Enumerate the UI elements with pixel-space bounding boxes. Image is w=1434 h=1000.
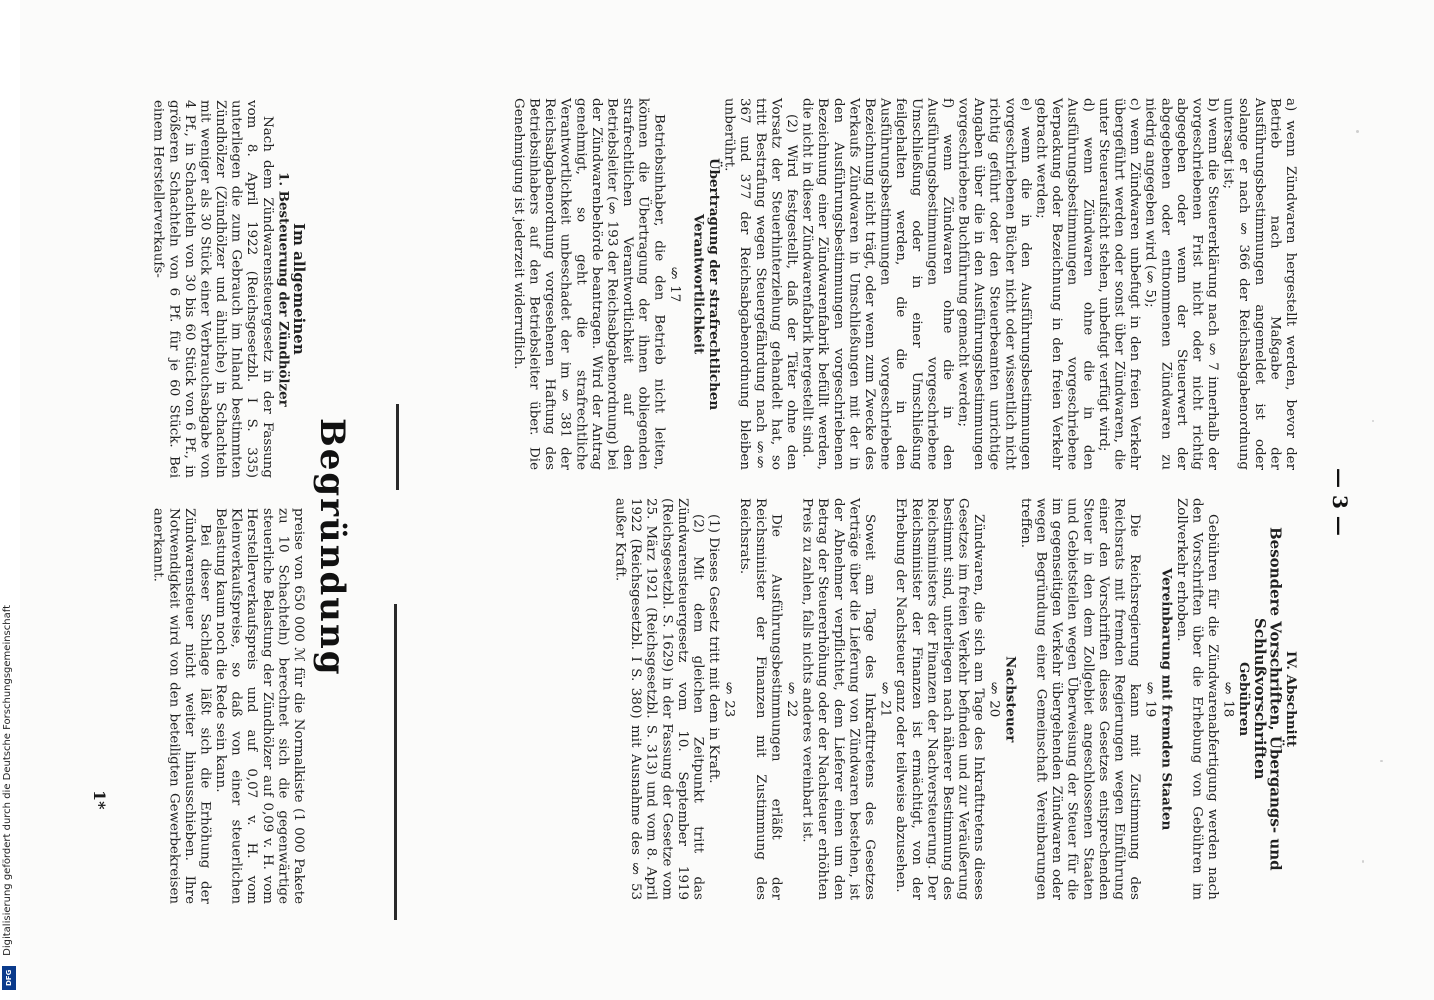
item-f: f) wenn Zündwaren ohne die in den Ausführungsbestimmungen vorgeschriebene Umschließung oder in einer Umschließung feilgehalten werden, die die in den Ausführungsbestimmungen vorgeschriebene Bezeichnung nicht trägt, oder wenn zum Zwecke des Verkaufs Zündwaren in Umschließungen mit der in den Ausführungsbestimmungen vorgeschriebenen Bezeichnung einer Zündwarenfabrik befüllt werden, die nicht in dieser Zündwarenfabrik hergestellt sind. [799, 98, 955, 470]
text-section-23-1: (1) Dieses Gesetz tritt mit dem in Kraft. [706, 514, 722, 784]
scan-speck [1356, 130, 1359, 133]
heading-back-tax: Nachsteuer [1002, 655, 1019, 743]
section-23: § 23 [721, 680, 737, 718]
heading-foreign-states: Vereinbarung mit fremden Staaten [1158, 567, 1175, 831]
section-17: § 17 [666, 265, 682, 303]
section-22: § 22 [784, 680, 799, 718]
heading-general: Im allgemeinen [290, 223, 308, 355]
heading-fees: Gebühren [1236, 661, 1253, 737]
text-continuation: preise von 650 000 ℳ für die Normalkiste (1 000 Pakete zu 10 Schachteln) berechnet sich die gegenwärtige steuerliche Belastung der Zündhölzer auf 0,09 v. H. vom Herstellerverkaufspreis und auf 0,07 v. H. vom Kleinverkaufspreise, so daß von einer steuerlichen Belastung kaum noch die Rede sein kann. [213, 508, 306, 904]
heading-transfer-liability: Übertragung der strafrechtlichen Verantwortlichkeit [690, 157, 723, 411]
item-e: e) wenn die in den Ausführungsbestimmungen vorgeschriebenen Bücher nicht oder wissentlich nicht richtig geführt oder den Steuerbeamten unrichtige Angaben über die in den Ausführungsbestimmungen vorgeschriebene Buchführung gemacht werden; [955, 98, 1033, 470]
footer-signature-mark: 1* [90, 790, 109, 810]
separator-rule [394, 604, 397, 920]
text-section-22: Die Ausführungsbestimmungen erläßt der Reichsminister der Finanzen mit Zustimmung des Reichsrats. [737, 498, 784, 900]
separator-rule [396, 404, 399, 490]
scan-speck [1362, 860, 1364, 863]
page-title: Begründung [312, 418, 352, 677]
item-c: c) wenn Zündwaren unbefugt in den freien Verkehr übergeführt werden oder sonst über Zündwaren, die unter Steueraufsicht stehen, unbefugt verfügt wird; [1095, 98, 1143, 470]
text-section-20: Zündwaren, die sich am Tage des Inkrafttretens dieses Gesetzes im freien Verkehr befinden und zur Veräußerung bestimmt sind, unterliegen nach näherer Bestimmung des Reichsministers der Finanzen der Nachversteuerung. Der Reichsminister der Finanzen ist ermächtigt, von der Erhebung der Nachsteuer ganz oder teilweise abzusehen. [893, 498, 987, 900]
text-conclusion: Bei dieser Sachlage läßt sich die Erhöhung der Zündwarensteuer nicht weiter hinausschieben. Ihre Notwendigkeit wird von den beteiligten Gewerbekreisen anerkannt. [150, 508, 213, 904]
section-18: § 18 [1220, 680, 1236, 718]
text-section-21: Soweit am Tage des Inkrafttretens des Gesetzes Verträge über die Lieferung von Zündwaren bestehen, ist der Abnehmer verpflichtet, dem Lieferer einen um den Betrag der Steuererhöhung oder der Nachsteuer erhöhten Preis zu zahlen, falls nichts anderes vereinbart ist. [799, 498, 877, 900]
heading-match-tax: 1. Besteuerung der Zündhölzer [275, 171, 292, 407]
text-section-17: Betriebsinhaber, die den Betrieb nicht leiten, können die Übertragung der ihnen obliegenden strafrechtlichen Verantwortlichkeit auf den Betriebsleiter (§ 193 der Reichsabgabenordnung) bei der Zündwarenbehörde beantragen. Wird der Antrag genehmigt, so geht die strafrechtliche Verantwortlichkeit unbeschadet der im § 381 der Reichsabgabenordnung vorgesehenen Haftung des Betriebsinhabers auf den Betriebsleiter über. Die Genehmigung ist jederzeit widerruflich. [510, 98, 667, 470]
text-section-19: Die Reichsregierung kann mit Zustimmung des Reichsrats mit fremden Regierungen wegen Einführung einer den Vorschriften dieses Gesetzes entsprechenden Steuer in den dem Zollgebiet angeschlossenen Staaten und Gebietsteilen wegen Überweisung der Steuer für die im gegenseitigen Verkehr übergehenden Zündwaren oder wegen Begründung einer Gemeinschaft Vereinbarungen treffen. [1017, 498, 1143, 900]
section-21: § 21 [877, 680, 893, 718]
item-d: d) wenn Zündwaren ohne die in den Ausführungsbestimmungen vorgeschriebene Verpackung oder Bezeichnung in den freien Verkehr gebracht werden; [1033, 98, 1096, 470]
item-b: b) wenn die Steuererklärung nach § 7 innerhalb der vorgeschriebenen Frist nicht oder nicht richtig abgegeben oder wenn der Steuerwert der abgegebenen oder entnommenen Zündwaren zu niedrig angegeben wird (§ 5); [1142, 98, 1221, 470]
scan-speck [1380, 760, 1383, 762]
digitization-strip [0, 0, 20, 1000]
heading-special-provisions: Besondere Vorschriften, Übergangs- und Schlußvorschriften [1250, 527, 1285, 871]
dfg-logo-icon: DFG [2, 966, 16, 990]
column-upper-right [608, 498, 1298, 900]
scan-speck [1372, 420, 1374, 422]
item-a: a) wenn Zündwaren hergestellt werden, bevor der Betrieb nach Maßgabe der Ausführungsbestimmungen angemeldet ist oder solange er nach § 366 der Reichsabgabenordnung untersagt ist; [1220, 98, 1298, 470]
section-title-iv: IV. Abschnitt [1283, 650, 1299, 747]
text-section-18: Gebühren für die Zündwarenabfertigung werden nach den Vorschriften über die Erhebung von Gebühren im Zollverkehr erhoben. [1173, 498, 1221, 900]
text-section-23-2: (2) Mit dem gleichen Zeitpunkt tritt das Zündwarensteuergesetz vom 10. September 1919 (Reichsgesetzbl. S. 1629) in der Fassung der Gesetze vom 25. März 1921 (Reichsgesetzbl. S. 313) und vom 8. April 1922 (Reichsgesetzbl. I S. 380) mit Ausnahme des § 53 außer Kraft. [612, 498, 706, 900]
column-lower-left [116, 100, 306, 478]
section-19: § 19 [1142, 680, 1158, 718]
page-number: — 3 — [1328, 468, 1352, 536]
text-general: Nach dem Zündwarensteuergesetz in der Fassung vom 8. April 1922 (Reichsgesetzbl. I S. 335) unterliegen die zum Gebrauch im Inland bestimmten Zündhölzer (Zündhölzer und ähnliche) in Schachteln mit weniger als 30 Stück einer Verbrauchsabgabe von 4 Pf., in Schachteln von 30 bis 60 Stück von 6 Pf., in größeren Schachteln von 6 Pf. für je 60 Stück. Bei einem Herstellerverkaufs- [150, 100, 275, 478]
section-20: § 20 [986, 680, 1002, 718]
digitization-note: Digitalisierung gefördert durch die Deutsche Forschungsgemeinschaft [2, 605, 13, 956]
column-upper-left [510, 98, 1298, 470]
column-lower-right [116, 508, 306, 904]
paragraph-2: (2) Wird festgestellt, daß der Täter ohne den Vorsatz der Steuerhinterziehung gehandelt hat, so tritt Bestrafung wegen Steuergefährdung nach §§ 367 und 377 der Reichsabgabenordnung bleiben unberührt. [721, 98, 799, 470]
